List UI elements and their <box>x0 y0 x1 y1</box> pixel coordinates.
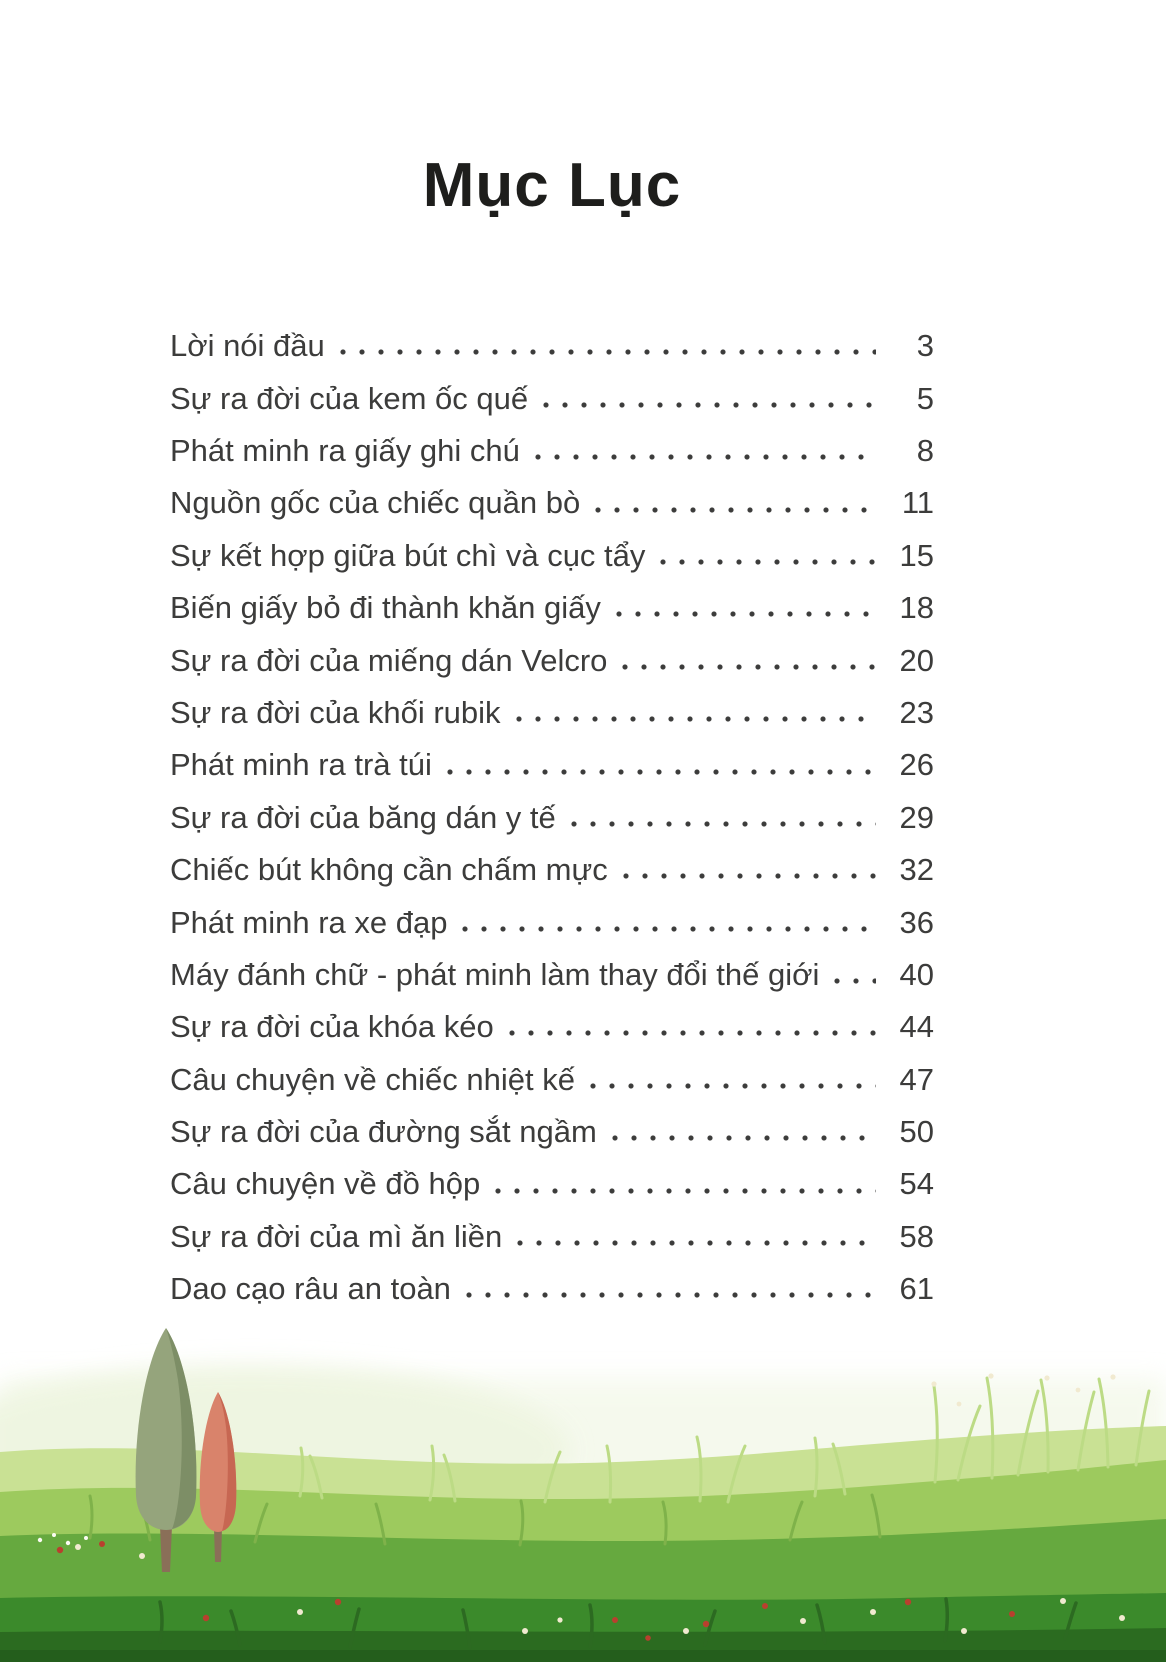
toc-entry-title: Phát minh ra giấy ghi chú <box>170 432 520 468</box>
toc-dot-leader <box>589 1081 876 1091</box>
toc-dot-leader <box>594 505 876 515</box>
toc-entry <box>170 1150 934 1202</box>
band-edge <box>0 1650 1166 1662</box>
toc-entry-title: Phát minh ra trà túi <box>170 747 432 783</box>
toc-entry-page: 11 <box>901 485 934 521</box>
toc-dot-leader <box>339 347 876 357</box>
toc-entry <box>170 941 934 993</box>
toc-entry-page: 20 <box>899 642 934 678</box>
toc-entry-title: Sự kết hợp giữa bút chì và cục tẩy <box>170 537 646 573</box>
toc-dot-leader <box>508 1028 876 1038</box>
toc-dot-leader <box>446 767 876 777</box>
toc-entry <box>170 731 934 783</box>
toc-entry-title: Sự ra đời của miếng dán Velcro <box>170 642 608 678</box>
toc-entry-page: 58 <box>899 1218 934 1254</box>
toc-dot-leader <box>833 976 876 986</box>
toc-entry-title: Sự ra đời của kem ốc quế <box>170 380 529 416</box>
toc-dot-leader <box>621 662 876 672</box>
toc-entry-page: 29 <box>899 799 934 835</box>
toc-dot-leader <box>542 400 876 410</box>
toc-entry-title: Sự ra đời của mì ăn liền <box>170 1218 503 1254</box>
toc-entry-page: 15 <box>899 537 934 573</box>
coral-tree-trunk <box>214 1528 222 1562</box>
toc-entry <box>170 312 934 364</box>
page-title: Mục Lục <box>422 151 682 220</box>
toc-entry-page: 40 <box>899 956 934 992</box>
toc-entry-page: 50 <box>899 1114 934 1150</box>
toc-entry <box>170 522 934 574</box>
toc-entry-title: Dao cạo râu an toàn <box>170 1271 451 1307</box>
toc-entry-page: 36 <box>899 904 934 940</box>
toc-entry <box>170 836 934 888</box>
toc-dot-leader <box>516 1238 876 1248</box>
toc-entry-title: Phát minh ra xe đạp <box>170 904 448 940</box>
toc-entry-page: 32 <box>899 852 934 888</box>
toc-dot-leader <box>515 714 876 724</box>
toc-dot-leader <box>622 871 876 881</box>
toc-entry <box>170 679 934 731</box>
toc-entry-title: Nguồn gốc của chiếc quần bò <box>170 485 581 521</box>
toc-entry <box>170 574 934 626</box>
toc-entry-page: 8 <box>916 432 934 468</box>
toc-entry-title: Câu chuyện về đồ hộp <box>170 1166 481 1202</box>
toc-entry <box>170 784 934 836</box>
toc-entry-page: 61 <box>899 1271 934 1307</box>
toc-dot-leader <box>659 557 876 567</box>
toc-dot-leader <box>465 1290 876 1300</box>
toc-entry-title: Sự ra đời của băng dán y tế <box>170 799 556 835</box>
toc-entry-page: 26 <box>899 747 934 783</box>
toc-entry-title: Lời nói đầu <box>170 328 325 364</box>
toc-entry <box>170 469 934 521</box>
toc-entry-title: Chiếc bút không cần chấm mực <box>170 852 608 888</box>
toc-dot-leader <box>611 1133 876 1143</box>
toc-entry-page: 47 <box>899 1061 934 1097</box>
toc-dot-leader <box>534 452 876 462</box>
toc-dot-leader <box>461 924 876 934</box>
toc-entry-title: Sự ra đời của khóa kéo <box>170 1009 494 1045</box>
toc-entry-title: Biến giấy bỏ đi thành khăn giấy <box>170 590 601 626</box>
toc-entry-title: Câu chuyện về chiếc nhiệt kế <box>170 1061 575 1097</box>
toc-dot-leader <box>615 609 876 619</box>
toc-entry-title: Sự ra đời của khối rubik <box>170 694 501 730</box>
toc-dot-leader <box>494 1186 876 1196</box>
toc-entry-page: 18 <box>899 590 934 626</box>
toc-entry-page: 54 <box>899 1166 934 1202</box>
toc-entry <box>170 1098 934 1150</box>
toc-entry <box>170 626 934 678</box>
toc-entry-title: Máy đánh chữ - phát minh làm thay đổi thế giới <box>170 956 820 992</box>
toc-list <box>170 312 934 1307</box>
toc-entry <box>170 888 934 940</box>
toc-entry-page: 5 <box>916 380 934 416</box>
toc-dot-leader <box>570 819 876 829</box>
sage-tree-trunk <box>160 1526 172 1572</box>
toc-entry <box>170 1045 934 1097</box>
toc-entry-page: 44 <box>899 1009 934 1045</box>
toc-entry <box>170 417 934 469</box>
toc-entry <box>170 993 934 1045</box>
grass-illustration <box>0 1300 1166 1662</box>
toc-entry-title: Sự ra đời của đường sắt ngầm <box>170 1114 597 1150</box>
toc-entry-page: 3 <box>916 328 934 364</box>
toc-entry <box>170 364 934 416</box>
toc-entry-page: 23 <box>899 694 934 730</box>
toc-entry <box>170 1203 934 1255</box>
